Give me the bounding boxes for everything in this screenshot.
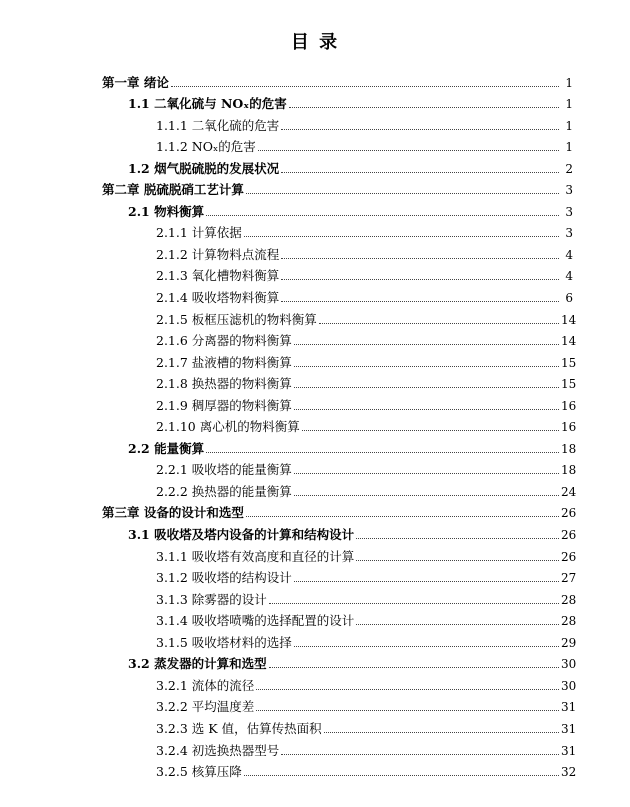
toc-entry-page-number: 4 (565, 269, 573, 284)
dot-leader (356, 559, 559, 561)
toc-entry-page-number: 24 (561, 484, 577, 499)
toc-entry-page-number: 32 (561, 765, 577, 780)
toc-entry-page-number: 29 (561, 635, 577, 650)
toc-entry-label: 3.2 蒸发器的计算和选型 (128, 656, 267, 672)
dot-leader (171, 85, 559, 87)
dot-leader (269, 666, 559, 668)
toc-entry-page-number: 31 (561, 700, 577, 715)
toc-entry-label: 2.1.6 分离器的物料衡算 (156, 333, 292, 349)
toc-entry[interactable] (0, 69, 630, 91)
dot-leader (256, 709, 559, 711)
dot-leader (294, 645, 559, 647)
toc-entry-page-number: 14 (561, 334, 577, 349)
toc-entry[interactable] (0, 478, 630, 500)
toc-entry[interactable] (0, 134, 630, 156)
toc-entry-label: 3.1.2 吸收塔的结构设计 (156, 570, 292, 586)
toc-entry[interactable] (0, 414, 630, 436)
dot-leader (269, 602, 559, 604)
dot-leader (294, 494, 559, 496)
dot-leader (319, 322, 559, 324)
toc-entry-page-number: 30 (561, 657, 577, 672)
toc-entry-label: 3.1.3 除雾器的设计 (156, 591, 267, 607)
toc-entry-page-number: 1 (565, 75, 573, 90)
toc-entry-page-number: 28 (561, 592, 577, 607)
toc-entry-page-number: 16 (561, 420, 577, 435)
dot-leader (206, 214, 559, 216)
toc-entry-label: 2.1.7 盐液槽的物料衡算 (156, 354, 292, 370)
dot-leader (294, 386, 559, 388)
toc-entry-label: 2.1.5 板框压滤机的物料衡算 (156, 311, 317, 327)
dot-leader (356, 537, 559, 539)
table-of-contents (0, 69, 630, 780)
toc-entry-label: 2.2.1 吸收塔的能量衡算 (156, 462, 292, 478)
toc-entry-page-number: 1 (565, 97, 573, 112)
toc-entry-page-number: 4 (565, 247, 573, 262)
toc-entry[interactable] (0, 263, 630, 285)
dot-leader (294, 365, 559, 367)
toc-entry[interactable] (0, 371, 630, 393)
toc-entry[interactable] (0, 759, 630, 781)
toc-entry[interactable] (0, 155, 630, 177)
toc-entry[interactable] (0, 328, 630, 350)
toc-entry-page-number: 26 (561, 549, 577, 564)
toc-entry-page-number: 16 (561, 398, 577, 413)
dot-leader (302, 429, 559, 431)
toc-entry-label: 2.2.2 换热器的能量衡算 (156, 483, 292, 499)
toc-entry[interactable] (0, 177, 630, 199)
toc-entry-page-number: 18 (561, 463, 577, 478)
toc-entry-label: 3.1.5 吸收塔材料的选择 (156, 634, 292, 650)
toc-entry[interactable] (0, 349, 630, 371)
toc-entry[interactable] (0, 694, 630, 716)
toc-entry-label: 3.2.1 流体的流径 (156, 677, 255, 693)
toc-entry[interactable] (0, 112, 630, 134)
toc-entry[interactable] (0, 672, 630, 694)
dot-leader (294, 580, 559, 582)
toc-entry-page-number: 3 (565, 183, 573, 198)
toc-entry-label: 2.1.10 离心机的物料衡算 (156, 419, 300, 435)
toc-entry-label: 1.1.1 二氧化硫的危害 (156, 117, 280, 133)
dot-leader (281, 278, 559, 280)
dot-leader (244, 235, 559, 237)
toc-entry[interactable] (0, 306, 630, 328)
toc-entry[interactable] (0, 91, 630, 113)
toc-entry[interactable] (0, 284, 630, 306)
page-title: 目 录 (290, 32, 340, 53)
toc-entry[interactable] (0, 521, 630, 543)
dot-leader (256, 688, 559, 690)
toc-entry-label: 第二章 脱硫脱硝工艺计算 (102, 182, 244, 198)
toc-entry-label: 2.1.9 稠厚器的物料衡算 (156, 397, 292, 413)
toc-entry[interactable] (0, 737, 630, 759)
toc-entry[interactable] (0, 457, 630, 479)
toc-entry[interactable] (0, 198, 630, 220)
toc-entry[interactable] (0, 651, 630, 673)
toc-entry-label: 1.1.2 NOₓ的危害 (156, 139, 256, 155)
toc-entry-page-number: 28 (561, 614, 577, 629)
dot-leader (244, 774, 559, 776)
toc-entry-page-number: 3 (565, 226, 573, 241)
toc-entry-label: 2.1 物料衡算 (128, 203, 205, 219)
toc-entry-label: 1.2 烟气脱硫脱的发展状况 (128, 160, 280, 176)
toc-entry[interactable] (0, 629, 630, 651)
toc-entry[interactable] (0, 500, 630, 522)
toc-entry-page-number: 2 (565, 161, 573, 176)
toc-entry-page-number: 14 (561, 312, 577, 327)
toc-entry-page-number: 15 (561, 355, 577, 370)
dot-leader (356, 623, 559, 625)
toc-entry-label: 3.1.4 吸收塔喷嘴的选择配置的设计 (156, 613, 355, 629)
dot-leader (281, 171, 559, 173)
toc-entry-label: 2.1.3 氧化槽物料衡算 (156, 268, 280, 284)
toc-entry-label: 3.2.5 核算压降 (156, 764, 242, 780)
toc-entry-page-number: 6 (565, 291, 573, 306)
dot-leader (281, 300, 559, 302)
toc-entry-label: 2.1.1 计算依据 (156, 225, 242, 241)
toc-entry[interactable] (0, 608, 630, 630)
toc-entry[interactable] (0, 565, 630, 587)
toc-entry-label: 1.1 二氧化硫与 NOₓ的危害 (128, 96, 287, 112)
dot-leader (294, 343, 559, 345)
toc-entry-page-number: 1 (565, 140, 573, 155)
toc-entry[interactable] (0, 220, 630, 242)
toc-entry-label: 3.2.4 初选换热器型号 (156, 742, 280, 758)
toc-entry-label: 2.1.8 换热器的物料衡算 (156, 376, 292, 392)
toc-entry[interactable] (0, 586, 630, 608)
dot-leader (294, 472, 559, 474)
toc-entry[interactable] (0, 241, 630, 263)
toc-entry-page-number: 1 (565, 118, 573, 133)
toc-entry-label: 2.2 能量衡算 (128, 440, 205, 456)
toc-entry-label: 3.2.3 选 K 值，估算传热面积 (156, 720, 322, 736)
toc-entry[interactable] (0, 543, 630, 565)
dot-leader (289, 106, 559, 108)
toc-entry-page-number: 31 (561, 721, 577, 736)
toc-entry-label: 3.1.1 吸收塔有效高度和直径的计算 (156, 548, 355, 564)
dot-leader (281, 257, 559, 259)
toc-entry-page-number: 15 (561, 377, 577, 392)
toc-entry-label: 3.2.2 平均温度差 (156, 699, 255, 715)
toc-entry-page-number: 30 (561, 678, 577, 693)
dot-leader (281, 753, 559, 755)
toc-entry-page-number: 18 (561, 441, 577, 456)
toc-entry-label: 2.1.4 吸收塔物料衡算 (156, 290, 280, 306)
dot-leader (258, 149, 559, 151)
toc-entry-label: 第一章 绪论 (102, 74, 169, 90)
dot-leader (246, 515, 559, 517)
toc-entry-page-number: 26 (561, 506, 577, 521)
toc-entry[interactable] (0, 392, 630, 414)
toc-entry-page-number: 26 (561, 528, 577, 543)
toc-entry-label: 3.1 吸收塔及塔内设备的计算和结构设计 (128, 527, 355, 543)
dot-leader (294, 408, 559, 410)
toc-entry-label: 2.1.2 计算物料点流程 (156, 246, 280, 262)
toc-entry[interactable] (0, 715, 630, 737)
toc-entry-page-number: 3 (565, 204, 573, 219)
toc-entry-label: 第三章 设备的设计和选型 (102, 505, 244, 521)
toc-entry-page-number: 27 (561, 571, 577, 586)
dot-leader (206, 451, 559, 453)
dot-leader (281, 128, 559, 130)
dot-leader (246, 192, 559, 194)
dot-leader (324, 731, 559, 733)
toc-entry[interactable] (0, 435, 630, 457)
toc-entry-page-number: 31 (561, 743, 577, 758)
